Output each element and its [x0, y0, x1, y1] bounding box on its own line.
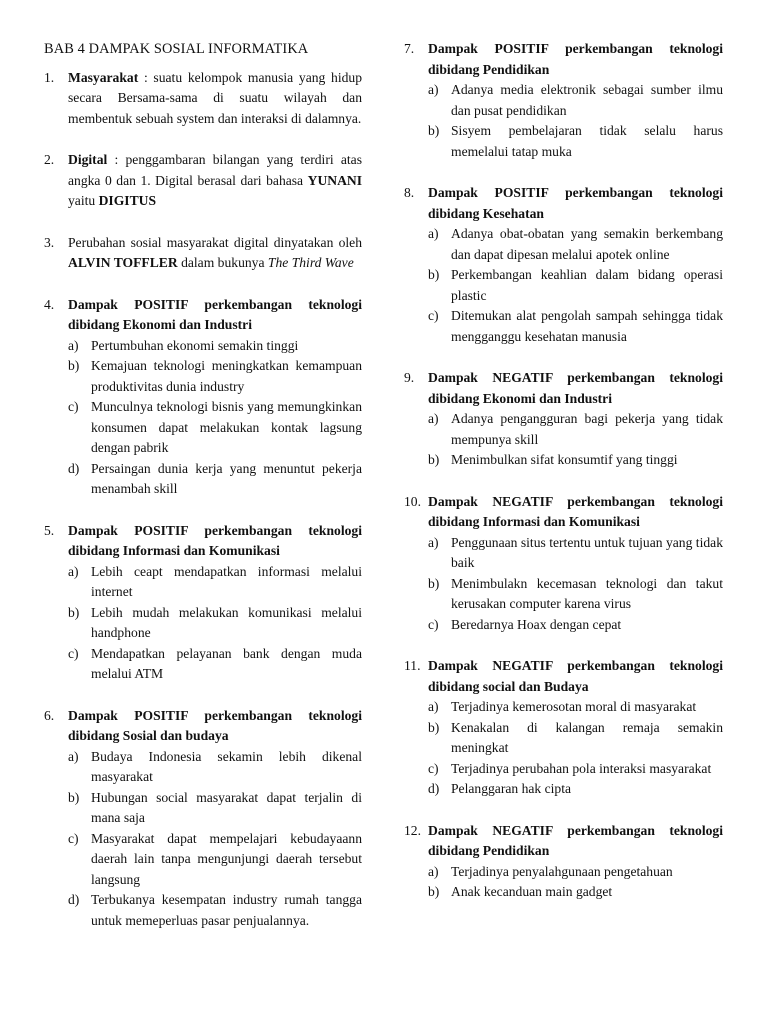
sub-item-letter: a) [68, 337, 79, 353]
sub-item-text: Mendapatkan pelayanan bank dengan muda melalui ATM [91, 645, 362, 681]
sub-item-text: Masyarakat dapat mempelajari kebudayaann daerah lain tanpa mengunjungi daerah tersebut langsung [91, 830, 362, 887]
sub-item [428, 759, 723, 780]
sub-item-letter: c) [428, 308, 439, 323]
intro-text: Perubahan sosial masyarakat digital dinyatakan oleh [68, 234, 362, 250]
sub-item-text: Terbukanya kesempatan industry rumah tangga untuk memeperluas pasar penjualannya. [91, 892, 362, 928]
list-item-12 [404, 821, 723, 903]
item-body [428, 368, 723, 471]
sub-item [428, 265, 723, 306]
sub-item-text: Adanya media elektronik sebagai sumber ilmu dan pusat pendidikan [451, 82, 723, 118]
list-item-11 [404, 656, 723, 800]
item-body [428, 183, 723, 347]
item-number: 4. [44, 296, 55, 312]
item-heading: Dampak NEGATIF perkembangan teknologi dibidang Ekonomi dan Industri [428, 370, 723, 406]
list-item-1 [44, 68, 362, 130]
term: Digital [68, 152, 108, 167]
sub-item [68, 644, 362, 685]
sub-item-text: Budaya Indonesia sekamin lebih dikenal masyarakat [91, 748, 362, 784]
item-body [68, 706, 362, 932]
item-number: 8. [404, 185, 415, 200]
sub-item [428, 533, 723, 574]
sub-item-letter: b) [428, 719, 440, 735]
connector-text: dalam bukunya [177, 255, 268, 270]
sub-item-text: Ditemukan alat pengolah sampah sehingga tidak mengganggu kesehatan manusia [451, 308, 723, 344]
sub-item-text: Penggunaan situs tertentu untuk tujuan yang tidak baik [451, 534, 723, 570]
sub-item [428, 306, 723, 347]
item-heading: Dampak POSITIF perkembangan teknologi dibidang Informasi dan Komunikasi [68, 522, 362, 558]
item-number: 2. [44, 152, 55, 167]
sub-item-text: Menimbulkan sifat konsumtif yang tinggi [451, 452, 678, 467]
origin-word: DIGITUS [98, 193, 157, 208]
sub-item-letter: b) [428, 267, 440, 282]
sub-item-text: Terjadinya penyalahgunaan pengetahuan [451, 863, 673, 879]
sub-item [68, 890, 362, 931]
sub-item [68, 747, 362, 788]
list-item-9 [404, 368, 723, 471]
sub-item-letter: a) [428, 863, 439, 879]
item-heading: Dampak POSITIF perkembangan teknologi dibidang Sosial dan budaya [68, 707, 362, 743]
definition: : suatu kelompok manusia yang hidup secara Bersama-sama di suatu wilayah dan membentuk sebuah system dan interaksi di dalamnya. [68, 69, 362, 126]
sub-item-text: Beredarnya Hoax dengan cepat [451, 616, 622, 632]
sub-item [68, 562, 362, 603]
sub-item-letter: b) [68, 358, 80, 373]
sub-item-letter: b) [428, 884, 440, 899]
sub-item-letter: a) [68, 748, 79, 764]
list-item-8 [404, 183, 723, 347]
list-item-4 [44, 295, 362, 500]
sub-item [68, 397, 362, 459]
item-heading: Dampak NEGATIF perkembangan teknologi dibidang Informasi dan Komunikasi [428, 493, 723, 529]
item-heading: Dampak NEGATIF perkembangan teknologi dibidang social dan Budaya [428, 658, 723, 694]
sub-item-text: Sisyem pembelajaran tidak selalu harus memelalui tatap muka [451, 123, 723, 159]
item-body [428, 492, 723, 636]
sub-item-text: Perkembangan keahlian dalam bidang operasi plastic [451, 267, 723, 303]
list-item-2 [44, 150, 362, 212]
item-body [68, 295, 362, 500]
item-number: 6. [44, 707, 55, 723]
author-name: ALVIN TOFFLER [68, 255, 178, 270]
sub-item [68, 788, 362, 829]
sub-item-letter: b) [68, 789, 80, 805]
sub-item-letter: c) [68, 645, 79, 661]
sub-item-letter: b) [428, 452, 440, 467]
item-body [428, 656, 723, 800]
sub-item-text: Munculnya teknologi bisnis yang memungkinkan konsumen dapat melakukan kontak lagsung dengan pabrik [91, 399, 362, 455]
item-number: 3. [44, 234, 55, 250]
left-column [44, 39, 362, 931]
sub-item-text: Lebih ceapt mendapatkan informasi melalui internet [91, 563, 362, 599]
sub-item-text: Pertumbuhan ekonomi semakin tinggi [91, 337, 299, 353]
connector-text: yaitu [68, 193, 99, 208]
sub-item [428, 409, 723, 450]
sub-item-letter: d) [68, 460, 80, 476]
sub-item [428, 615, 723, 636]
sub-item-letter: c) [428, 616, 439, 632]
sub-item-letter: b) [428, 575, 440, 591]
sub-item-letter: b) [428, 123, 440, 138]
list-item-5 [44, 521, 362, 685]
sub-item [68, 829, 362, 891]
item-number: 11. [404, 658, 421, 673]
sub-item-letter: c) [68, 399, 79, 414]
item-number: 12. [404, 822, 421, 838]
sub-item [68, 459, 362, 500]
sub-item-text: Kemajuan teknologi meningkatkan kemampuan produktivitas dunia industry [91, 358, 362, 394]
sub-item-text: Terjadinya perubahan pola interaksi masyarakat [451, 760, 712, 776]
sub-item-text: Persaingan dunia kerja yang menuntut pekerja menambah skill [91, 460, 362, 496]
item-body [68, 68, 362, 130]
sub-item-letter: a) [428, 411, 439, 426]
sub-item-text: Hubungan social masyarakat dapat terjalin di mana saja [91, 789, 362, 825]
item-number: 10. [404, 493, 421, 509]
sub-item [428, 862, 723, 883]
sub-item-text: Anak kecanduan main gadget [451, 884, 613, 899]
sub-item [428, 882, 723, 903]
sub-item [68, 336, 362, 357]
sub-item-letter: a) [428, 226, 439, 241]
sub-item-letter: b) [68, 604, 80, 620]
item-number: 7. [404, 41, 415, 56]
sub-item [428, 80, 723, 121]
sub-item [428, 574, 723, 615]
sub-item [68, 603, 362, 644]
item-heading: Dampak NEGATIF perkembangan teknologi dibidang Pendidikan [428, 822, 723, 858]
sub-item-letter: d) [428, 781, 440, 796]
sub-item-letter: a) [428, 82, 439, 97]
sub-item [428, 779, 723, 800]
sub-item [68, 356, 362, 397]
sub-item-text: Adanya obat-obatan yang semakin berkembang dan dapat dipesan melalui apotek online [451, 226, 723, 262]
sub-item [428, 697, 723, 718]
sub-item [428, 121, 723, 162]
sub-item-letter: a) [428, 699, 439, 714]
right-column [404, 39, 723, 903]
item-body [68, 521, 362, 685]
item-number: 1. [44, 69, 55, 85]
sub-item-text: Kenakalan di kalangan remaja semakin meningkat [451, 719, 723, 755]
item-body [68, 233, 362, 274]
item-heading: Dampak POSITIF perkembangan teknologi dibidang Ekonomi dan Industri [68, 296, 362, 332]
page-title: BAB 4 DAMPAK SOSIAL INFORMATIKA [44, 41, 309, 57]
item-body [428, 821, 723, 903]
list-item-10 [404, 492, 723, 636]
sub-item [428, 450, 723, 471]
language-name: YUNANI [307, 172, 362, 188]
definition: : penggambaran bilangan yang terdiri atas angka 0 dan 1. Digital berasal dari bahasa [68, 152, 362, 188]
sub-item-text: Lebih mudah melakukan komunikasi melalui handphone [91, 604, 362, 640]
item-number: 9. [404, 370, 415, 385]
sub-item-letter: a) [428, 534, 439, 550]
item-body [428, 39, 723, 162]
sub-item [428, 718, 723, 759]
sub-item-text: Adanya pengangguran bagi pekerja yang tidak mempunya skill [451, 411, 723, 447]
item-number: 5. [44, 522, 55, 538]
sub-item-text: Terjadinya kemerosotan moral di masyarakat [451, 699, 697, 714]
sub-item-text: Menimbulakn kecemasan teknologi dan takut kerusakan computer karena virus [451, 575, 723, 611]
sub-item [428, 224, 723, 265]
sub-item-letter: c) [68, 830, 79, 846]
term: Masyarakat [68, 69, 139, 85]
sub-item-letter: d) [68, 892, 80, 907]
book-title: The Third Wave [267, 255, 354, 270]
list-item-3 [44, 233, 362, 274]
list-item-7 [404, 39, 723, 162]
item-body [68, 150, 362, 212]
sub-item-letter: a) [68, 563, 79, 579]
item-heading: Dampak POSITIF perkembangan teknologi dibidang Kesehatan [428, 185, 723, 221]
item-heading: Dampak POSITIF perkembangan teknologi dibidang Pendidikan [428, 41, 723, 77]
sub-item-letter: c) [428, 760, 439, 776]
sub-item-text: Pelanggaran hak cipta [451, 781, 572, 796]
list-item-6 [44, 706, 362, 932]
